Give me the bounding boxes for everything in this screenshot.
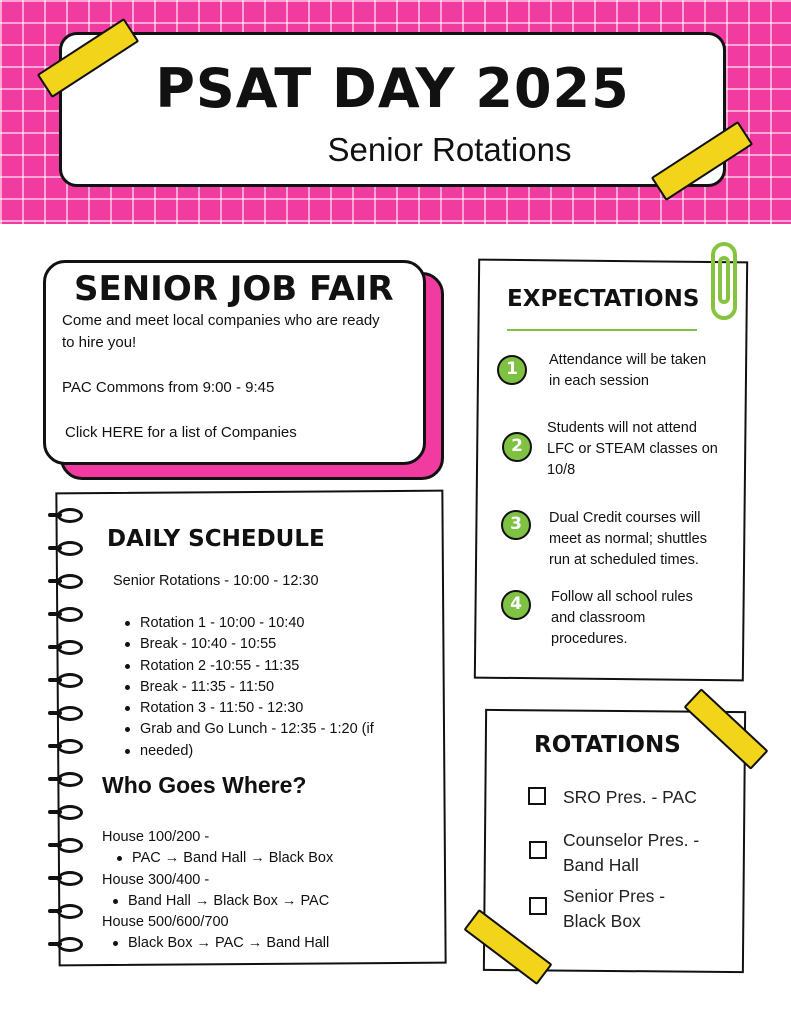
rotation-item-3 — [563, 884, 665, 934]
list-item: Break - 10:40 - 10:55 — [122, 634, 374, 655]
checkbox-icon[interactable] — [528, 787, 546, 805]
number-badge-icon: 2 — [502, 432, 532, 462]
expectation-2-line2: LFC or STEAM classes on — [547, 441, 718, 457]
spiral-ring-bar-icon — [48, 876, 62, 880]
who-goes-where-title: Who Goes Where? — [102, 772, 307, 798]
list-item: PAC → Band Hall → Black Box — [114, 848, 333, 869]
expectation-2-line1: Students will not attend — [547, 420, 697, 436]
rotation-2-line1: Counselor Pres. - — [563, 830, 700, 850]
expectation-item-4 — [551, 587, 693, 650]
expectation-item-3 — [549, 508, 707, 571]
spiral-ring-bar-icon — [48, 909, 62, 913]
rotation-item-1 — [563, 785, 697, 810]
spiral-ring-bar-icon — [48, 645, 62, 649]
rotation-2-line2: Band Hall — [563, 855, 639, 875]
expectation-1-line2: in each session — [549, 373, 649, 389]
list-item: needed) — [122, 741, 374, 762]
job-fair-description-line2: to hire you! — [62, 334, 137, 351]
spiral-ring-bar-icon — [48, 579, 62, 583]
job-fair-card — [43, 260, 426, 465]
list-item: Break - 11:35 - 11:50 — [122, 677, 374, 698]
expectation-3-line2: meet as normal; shuttles — [549, 531, 707, 547]
expectation-4-line2: and classroom — [551, 610, 646, 626]
house-3-route — [110, 933, 329, 954]
rotations-title: ROTATIONS — [534, 732, 681, 758]
schedule-summary: Senior Rotations - 10:00 - 12:30 — [113, 573, 319, 589]
spiral-ring-bar-icon — [48, 777, 62, 781]
expectation-item-2 — [547, 418, 718, 481]
house-1-route — [114, 848, 333, 869]
list-item: Grab and Go Lunch - 12:35 - 1:20 (if — [122, 719, 374, 740]
list-item: Rotation 1 - 10:00 - 10:40 — [122, 613, 374, 634]
schedule-list — [122, 613, 374, 762]
spiral-ring-bar-icon — [48, 843, 62, 847]
house-3-label: House 500/600/700 — [102, 914, 229, 930]
page-title: PSAT DAY 2025 — [155, 57, 630, 120]
rotation-1-line1: SRO Pres. - PAC — [563, 787, 697, 807]
rotation-item-2 — [563, 828, 699, 878]
expectation-1-line1: Attendance will be taken — [549, 352, 707, 368]
job-fair-description-line1: Come and meet local companies who are ready — [62, 312, 380, 329]
spiral-ring-bar-icon — [48, 810, 62, 814]
expectation-item-1 — [549, 350, 706, 392]
number-badge-icon: 4 — [501, 590, 531, 620]
expectation-4-line3: procedures. — [551, 631, 628, 647]
job-fair-title: SENIOR JOB FAIR — [74, 269, 394, 309]
number-badge-icon: 3 — [501, 510, 531, 540]
expectation-4-line1: Follow all school rules — [551, 589, 693, 605]
list-item: Rotation 3 - 11:50 - 12:30 — [122, 698, 374, 719]
house-2-route — [110, 891, 329, 912]
list-item: Band Hall → Black Box → PAC — [110, 891, 329, 912]
spiral-ring-bar-icon — [48, 711, 62, 715]
checkbox-icon[interactable] — [529, 897, 547, 915]
expectations-divider — [507, 329, 697, 331]
rotation-3-line2: Black Box — [563, 911, 641, 931]
house-2-label: House 300/400 - — [102, 872, 210, 888]
schedule-title: DAILY SCHEDULE — [107, 526, 325, 552]
expectation-3-line1: Dual Credit courses will — [549, 510, 701, 526]
page-subtitle: Senior Rotations — [327, 131, 572, 168]
spiral-ring-bar-icon — [48, 942, 62, 946]
list-item: Rotation 2 -10:55 - 11:35 — [122, 656, 374, 677]
spiral-ring-bar-icon — [48, 744, 62, 748]
job-fair-companies-link[interactable]: Click HERE for a list of Companies — [65, 424, 297, 441]
number-badge-icon: 1 — [497, 355, 527, 385]
rotation-3-line1: Senior Pres - — [563, 886, 666, 906]
expectations-title: EXPECTATIONS — [507, 286, 700, 312]
spiral-ring-bar-icon — [48, 546, 62, 550]
house-1-label: House 100/200 - — [102, 829, 210, 845]
expectation-2-line3: 10/8 — [547, 462, 576, 478]
spiral-ring-bar-icon — [48, 678, 62, 682]
title-card — [59, 32, 726, 187]
spiral-ring-bar-icon — [48, 513, 62, 517]
paper-clip-inner-icon — [718, 256, 730, 304]
spiral-ring-bar-icon — [48, 612, 62, 616]
expectation-3-line3: run at scheduled times. — [549, 552, 699, 568]
checkbox-icon[interactable] — [529, 841, 547, 859]
list-item: Black Box → PAC → Band Hall — [110, 933, 329, 954]
job-fair-location: PAC Commons from 9:00 - 9:45 — [62, 379, 275, 396]
